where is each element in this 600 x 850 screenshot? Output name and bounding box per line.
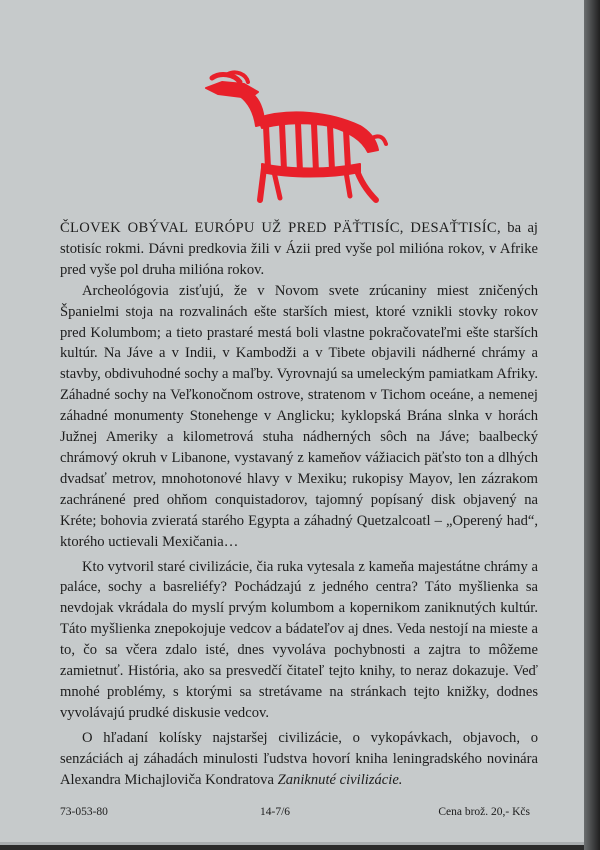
- series-number: 14-7/6: [260, 806, 291, 818]
- goat-petroglyph-emblem: [200, 68, 390, 208]
- paragraph-1-rest: ba aj stotisíc rokmi. Dávni predkovia žili v Ázii pred vyše pol milióna rokov, v Afrike pred vyše pol druha milióna rokov.: [60, 220, 538, 278]
- catalog-code: 73-053-80: [60, 806, 108, 818]
- blurb-paragraph-4: [60, 728, 538, 791]
- blurb-paragraph-1: [60, 218, 538, 281]
- page-edge-shadow: [584, 0, 600, 850]
- price-label: Cena brož. 20,- Kčs: [438, 806, 530, 818]
- blurb-paragraph-3: Kto vytvoril staré civilizácie, čia ruka vytesala z kameňa majestátne chrámy a paláce, sochy a basreliéfy? Pochádzajú z jedného centra? Táto myšlienka sa nevdojak vkrádala do myslí prvým kolumbom a kopernikom zaniknutých kultúr. Táto myšlienka znepokojuje vedcov a bádateľov aj dnes. Veda nestojí na mieste a to, čo sa včera zdalo isté, dnes vyvoláva pochybnosti a zajtra to môžeme zamietnuť. História, ako sa presvedčí čitateľ tejto knihy, to neraz dokazuje. Veď mnohé problémy, s ktorými sa stretávame na stránkach tejto knižky, dodnes vyvolávajú prudké diskusie vedcov.: [60, 558, 538, 721]
- opening-caps: ČLOVEK OBÝVAL EURÓPU UŽ PRED PÄŤTISÍC, DESAŤTISÍC,: [60, 220, 501, 236]
- blurb-text: [60, 218, 538, 790]
- blurb-paragraph-2: Archeológovia zisťujú, že v Novom svete zrúcaniny miest zničených Španielmi stoja na rozvalinách ešte starších miest, ktoré vznikli stovky rokov pred Kolumbom; a tieto prastaré mestá boli vlastne pokračovateľmi ešte starších kultúr. Na Jáve a v Indii, v Kambodži a v Tibete objavili nádherné chrámy a stavby, obdivuhodné sochy a maľby. Vyrovnajú sa umeleckým pamiatkam Afriky. Záhadné sochy na Veľkonočnom ostrove, stratenom v Tichom oceáne, a nemenej záhadné monumenty Stonehenge v Anglicku; kyklopská Brána slnka v horách Južnej Ameriky a kilometrová stuha nádherných sôch na Jáve; baalbecký chrámový okruh v Libanone, vystavaný z kameňov vážiacich päťsto ton a dlhých dvadsať metrov, mnohotonové hlavy v Mexiku; rukopisy Mayov, len zázrakom zachránené pred ohňom conquistadorov, tajomný popísaný disk objavený na Kréte; bohovia zvieratá starého Egypta a záhadný Quetzalcoatl – „Operený had“, ktorého uctievali Mexičania…: [60, 282, 538, 550]
- paragraph-4-text: O hľadaní kolísky najstaršej civilizácie, o vykopávkach, objavoch, o senzáciách aj záhadách minulosti ľudstva hovorí kniha leningradského novinára Alexandra Michajloviča Kondratova: [60, 729, 538, 788]
- book-title: Zaniknuté civilizácie.: [277, 771, 403, 788]
